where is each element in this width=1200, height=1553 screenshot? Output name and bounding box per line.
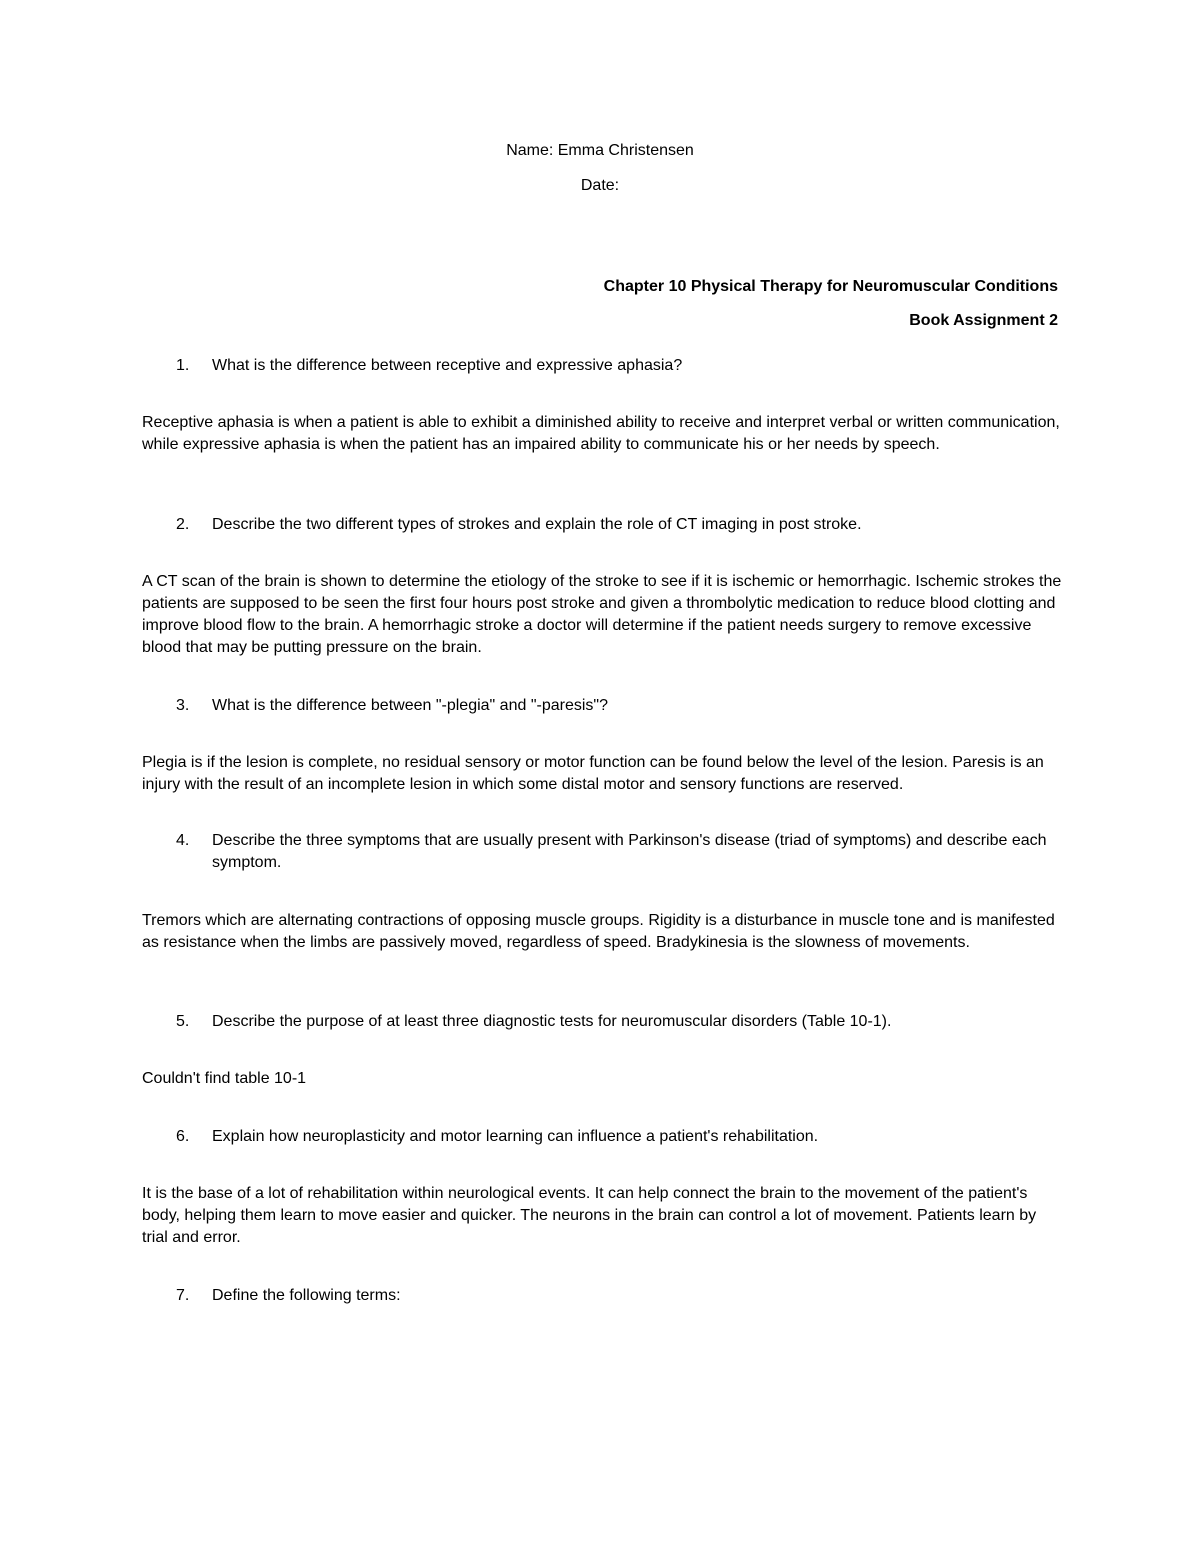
answer-3: Plegia is if the lesion is complete, no residual sensory or motor function can be found below the level of the lesion. Paresis is an injury with the result of an incomplete lesion in which some distal motor and sensory functions are reserved. bbox=[142, 754, 1044, 793]
answer-2: A CT scan of the brain is shown to determine the etiology of the stroke to see if it is ischemic or hemorrhagic. Ischemic strokes the patients are supposed to be seen the first four hours post stroke and given a thrombolytic medication to reduce blood clotting and improve blood flow to the brain. A hemorrhagic stroke a doctor will determine if the patient needs surgery to remove excessive blood that may be putting pressure on the brain. bbox=[142, 573, 1062, 656]
question-3 bbox=[176, 695, 1066, 717]
question-number: 5. bbox=[176, 1013, 190, 1030]
question-number: 1. bbox=[176, 357, 190, 374]
student-name: Name: Emma Christensen bbox=[506, 142, 694, 159]
question-text: What is the difference between receptive and expressive aphasia? bbox=[212, 357, 683, 374]
question-text: Describe the purpose of at least three diagnostic tests for neuromuscular disorders (Table 10-1). bbox=[212, 1013, 892, 1030]
answer-6: It is the base of a lot of rehabilitation within neurological events. It can help connect the brain to the movement of the patient's body, helping them learn to move easier and quicker. The neurons in the brain can control a lot of movement. Patients learn by trial and error. bbox=[142, 1185, 1037, 1246]
answer-4: Tremors which are alternating contractions of opposing muscle groups. Rigidity is a disturbance in muscle tone and is manifested as resistance when the limbs are passively moved, regardless of speed. Bradykinesia is the slowness of movements. bbox=[142, 912, 1055, 951]
question-5 bbox=[176, 1011, 1066, 1033]
question-number: 6. bbox=[176, 1128, 190, 1145]
chapter-title: Chapter 10 Physical Therapy for Neuromuscular Conditions bbox=[603, 278, 1058, 295]
question-2 bbox=[176, 514, 1066, 536]
answer-5: Couldn't find table 10-1 bbox=[142, 1070, 307, 1087]
question-text: What is the difference between "-plegia" and "-paresis"? bbox=[212, 697, 608, 714]
question-text: Describe the three symptoms that are usually present with Parkinson's disease (triad of symptoms) and describe each symptom. bbox=[212, 832, 1047, 871]
question-4 bbox=[176, 830, 1066, 874]
question-number: 2. bbox=[176, 516, 190, 533]
question-1 bbox=[176, 355, 1066, 377]
question-text: Define the following terms: bbox=[212, 1287, 401, 1304]
answer-1: Receptive aphasia is when a patient is able to exhibit a diminished ability to receive and interpret verbal or written communication, while expressive aphasia is when the patient has an impaired ability to communicate his or her needs by speech. bbox=[142, 414, 1060, 453]
question-number: 4. bbox=[176, 832, 190, 849]
assignment-title: Book Assignment 2 bbox=[909, 312, 1058, 329]
question-7 bbox=[176, 1285, 1066, 1307]
question-number: 3. bbox=[176, 697, 190, 714]
question-number: 7. bbox=[176, 1287, 190, 1304]
question-text: Explain how neuroplasticity and motor learning can influence a patient's rehabilitation. bbox=[212, 1128, 819, 1145]
question-text: Describe the two different types of strokes and explain the role of CT imaging in post stroke. bbox=[212, 516, 862, 533]
question-6 bbox=[176, 1126, 1066, 1148]
date-line: Date: bbox=[580, 177, 620, 194]
